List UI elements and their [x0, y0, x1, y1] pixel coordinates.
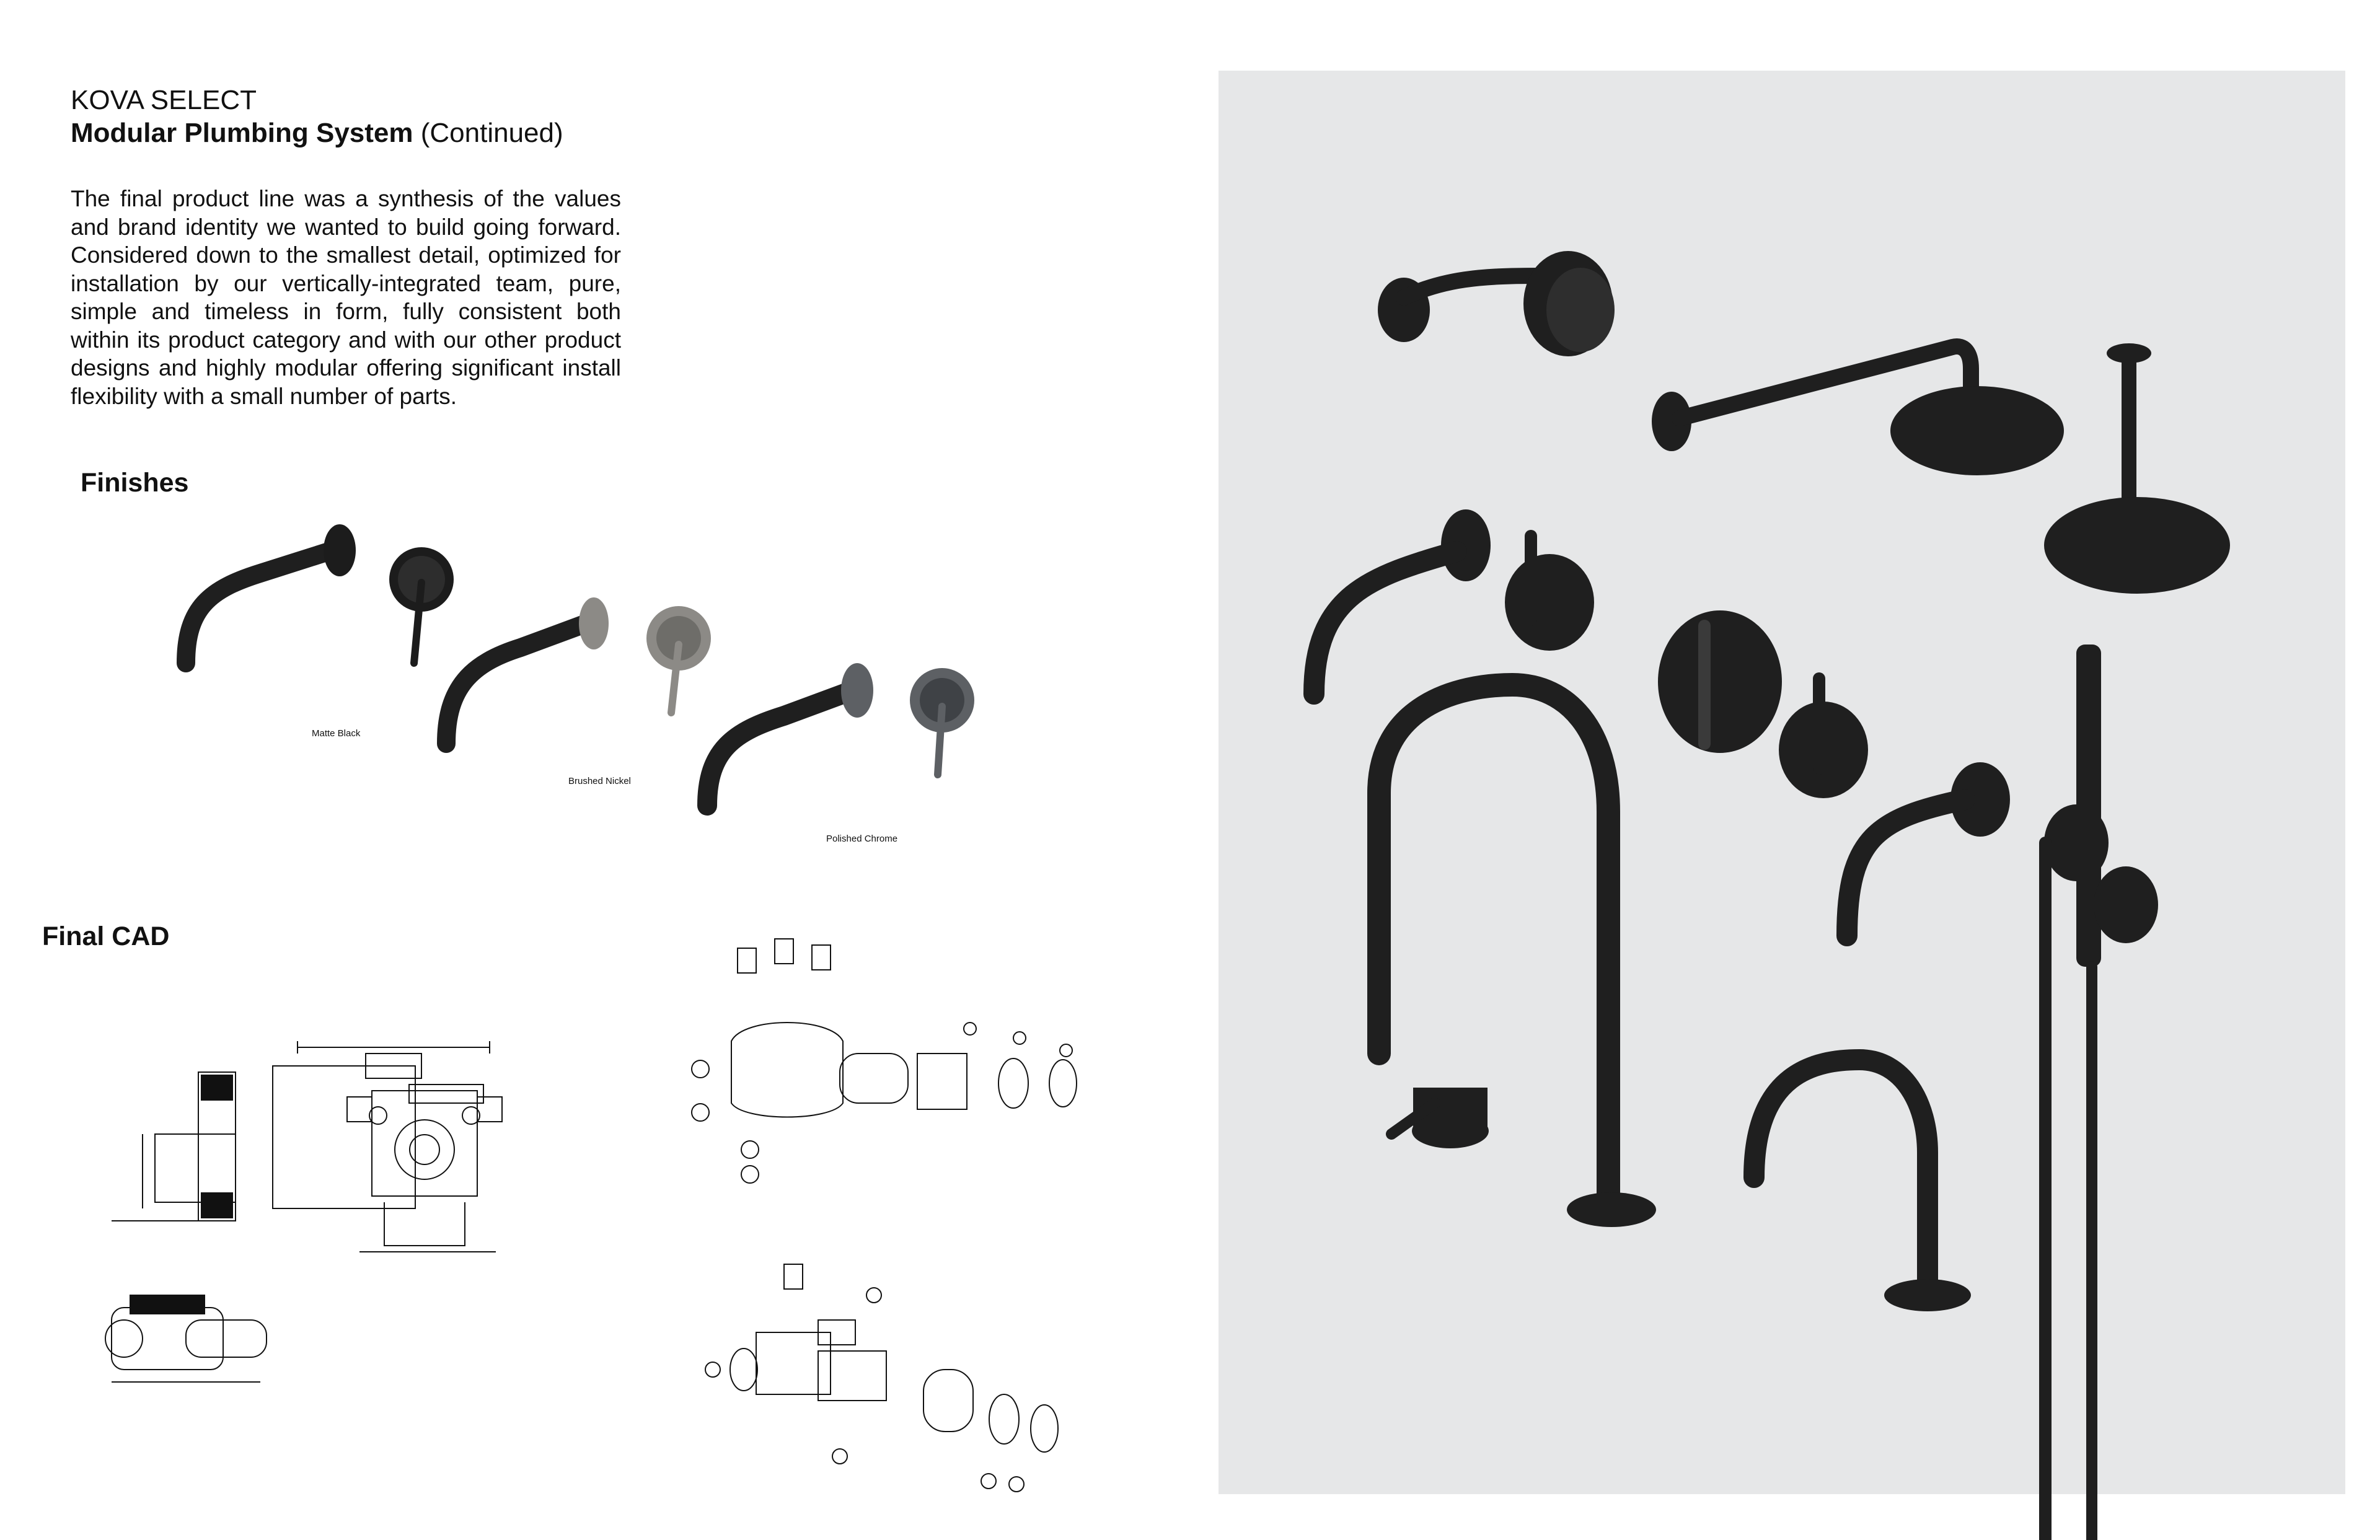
cad-drawing-main-views	[74, 1016, 620, 1394]
finish-brushed-nickel-image	[434, 576, 731, 737]
final-cad-heading: Final CAD	[42, 922, 170, 951]
finish-polished-chrome-image	[691, 626, 989, 812]
finish-matte-black-image	[174, 521, 471, 682]
cad-exploded-view-top	[682, 923, 1078, 1190]
finish-label-brushed-nickel: Brushed Nickel	[568, 776, 631, 786]
page-title-bold: Modular Plumbing System	[71, 118, 413, 148]
page-title	[71, 117, 563, 150]
finish-label-polished-chrome: Polished Chrome	[826, 834, 898, 844]
page-title-suffix: (Continued)	[413, 118, 563, 148]
product-family-render	[1258, 223, 2324, 1540]
finish-label-matte-black: Matte Black	[312, 728, 361, 739]
description-paragraph: The final product line was a synthesis of the values and brand identity we wanted to build going forward. Considered down to the smallest detail, optimized for installation by our vertically-integrated team, pure, simple and timeless in form, fully consistent both within its product category and with our other product designs and highly modular offering significant install flexibility with a small number of parts.	[71, 186, 621, 409]
cad-exploded-view-bottom	[694, 1252, 1066, 1500]
brand-name: KOVA SELECT	[71, 85, 257, 115]
finishes-heading: Finishes	[81, 468, 189, 498]
